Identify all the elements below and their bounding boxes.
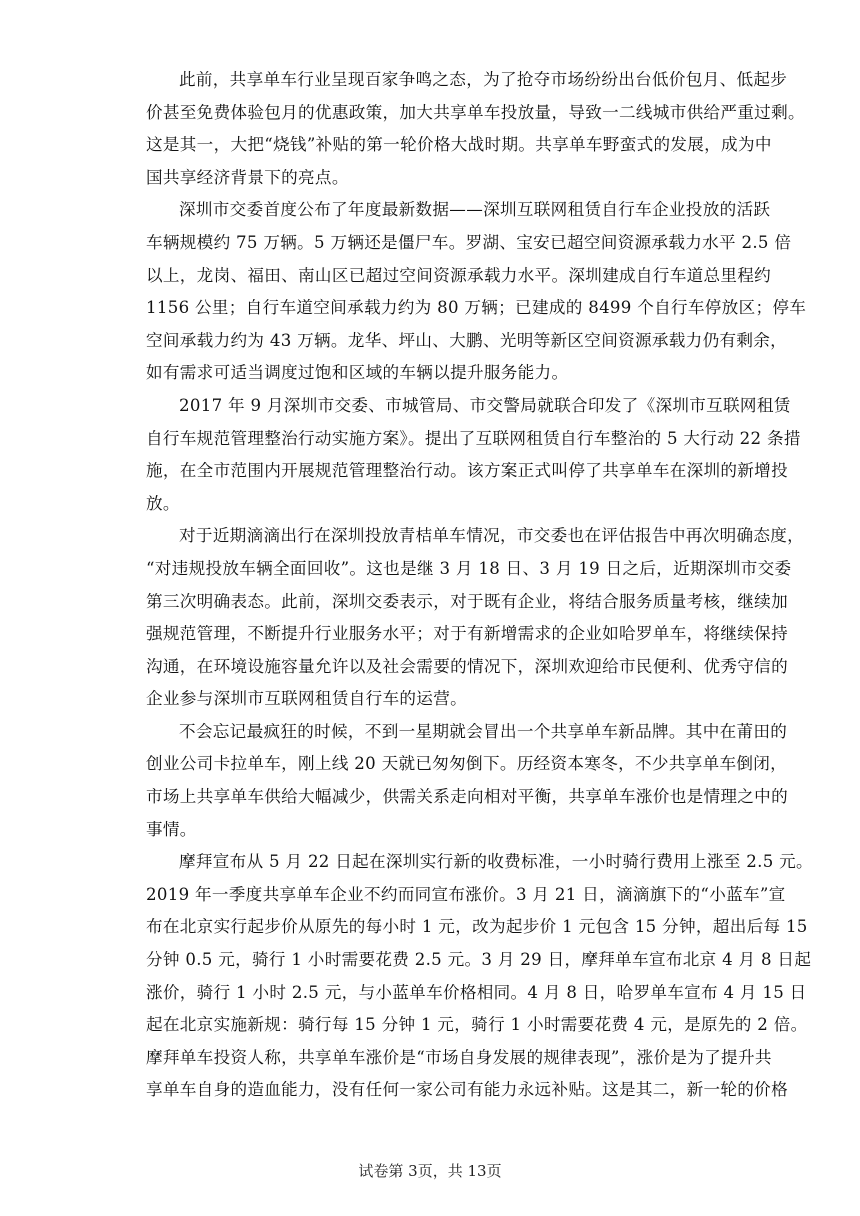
text-line: 不会忘记最疯狂的时候，不到一星期就会冒出一个共享单车新品牌。其中在莆田的 (179, 721, 788, 741)
text-line: 创业公司卡拉单车，刚上线 20 天就已匆匆倒下。历经资本寒冬，不少共享单车倒闭， (146, 754, 788, 774)
page-footer: 试卷第 3页，共 13页 (358, 1162, 502, 1180)
text-line: 深圳市交委首度公布了年度最新数据——深圳互联网租赁自行车企业投放的活跃 (179, 200, 771, 220)
text-line: 车辆规模约 75 万辆。5 万辆还是僵尸车。罗湖、宝安已超空间资源承载力水平 2.5 倍 (146, 232, 792, 252)
paragraph (146, 390, 801, 520)
text-line: 起在北京实施新规：骑行每 15 分钟 1 元，骑行 1 小时需要花费 4 元，是原先的 2 倍。 (146, 1015, 808, 1035)
paragraph (146, 64, 805, 194)
text-line: 市场上共享单车供给大幅减少，供需关系走向相对平衡，共享单车涨价也是情理之中的 (146, 787, 788, 807)
text-line: 涨价，骑行 1 小时 2.5 元，与小蓝单车价格相同。4 月 8 日，哈罗单车宣布 4 月 15 日 (146, 982, 807, 1002)
text-line: 布在北京实行起步价从原先的每小时 1 元，改为起步价 1 元包含 15 分钟，超出后每 15 (146, 917, 808, 937)
text-line: 这是其一，大把“烧钱”补贴的第一轮价格大战时期。共享单车野蛮式的发展，成为中 (146, 135, 772, 155)
text-line: 1156 公里；自行车道空间承载力约为 80 万辆；已建成的 8499 个自行车停放区；停车 (146, 298, 807, 318)
text-line: 以上，龙岗、福田、南山区已超过空间资源承载力水平。深圳建成自行车道总里程约 (146, 265, 772, 285)
text-line: 施，在全市范围内开展规范管理整治行动。该方案正式叫停了共享单车在深圳的新增投 (146, 461, 788, 481)
text-line: “对违规投放车辆全面回收”。这也是继 3 月 18 日、3 月 19 日之后，近期深圳市交委 (146, 558, 792, 578)
text-line: 价甚至免费体验包月的优惠政策，加大共享单车投放量，导致一二线城市供给严重过剩。 (146, 102, 805, 122)
text-line: 对于近期滴滴出行在深圳投放青桔单车情况，市交委也在评估报告中再次明确态度， (179, 526, 805, 546)
text-line: 摩拜单车投资人称，共享单车涨价是“市场自身发展的规律表现”，涨价是为了提升共 (146, 1047, 772, 1067)
text-line: 事情。 (146, 819, 197, 839)
text-line: 第三次明确表态。此前，深圳交委表示，对于既有企业，将结合服务质量考核，继续加 (146, 591, 788, 611)
text-line: 此前，共享单车行业呈现百家争鸣之态，为了抢夺市场纷纷出台低价包月、低起步 (179, 70, 788, 89)
paragraph (146, 194, 807, 390)
text-line: 摩拜宣布从 5 月 22 日起在深圳实行新的收费标准，一小时骑行费用上涨至 2.5 元。 (179, 852, 813, 872)
text-line: 空间承载力约为 43 万辆。龙华、坪山、大鹏、光明等新区空间资源承载力仍有剩余， (146, 330, 788, 350)
paragraph (146, 716, 788, 846)
text-line: 如有需求可适当调度过饱和区域的车辆以提升服务能力。 (146, 363, 569, 383)
text-line: 沟通，在环境设施容量允许以及社会需要的情况下，深圳欢迎给市民便利、优秀守信的 (146, 656, 788, 676)
text-line: 企业参与深圳市互联网租赁自行车的运营。 (146, 689, 467, 709)
document-body (146, 64, 813, 1107)
text-line: 享单车自身的造血能力，没有任何一家公司有能力永远补贴。这是其二，新一轮的价格 (146, 1080, 788, 1100)
text-line: 强规范管理，不断提升行业服务水平；对于有新增需求的企业如哈罗单车，将继续保持 (146, 624, 788, 644)
text-line: 国共享经济背景下的亮点。 (146, 167, 349, 187)
text-line: 自行车规范管理整治行动实施方案》。提出了互联网租赁自行车整治的 5 大行动 22 条措 (146, 428, 801, 448)
text-line: 分钟 0.5 元，骑行 1 小时需要花费 2.5 元。3 月 29 日，摩拜单车宣布北京 4 月 8 日起 (146, 950, 812, 970)
text-line: 放。 (146, 493, 180, 513)
text-line: 2017 年 9 月深圳市交委、市城管局、市交警局就联合印发了《深圳市互联网租赁 (179, 395, 791, 415)
paragraph (146, 846, 813, 1107)
paragraph (146, 520, 805, 716)
text-line: 2019 年一季度共享单车企业不约而同宣布涨价。3 月 21 日，滴滴旗下的“小蓝车”宣 (146, 884, 786, 904)
